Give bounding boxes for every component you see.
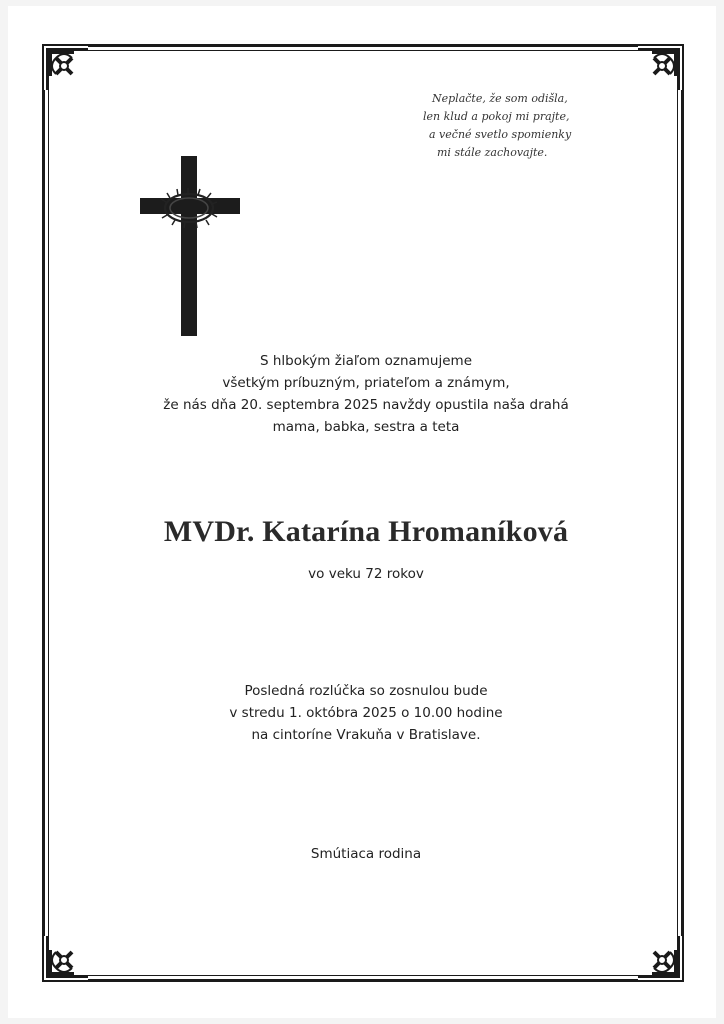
poem-line: a večné svetlo spomienky	[429, 128, 572, 141]
deceased-age: vo veku 72 rokov	[308, 566, 424, 582]
funeral-line: v stredu 1. októbra 2025 o 10.00 hodine	[229, 705, 503, 721]
death-announcement	[100, 350, 632, 438]
announcement-line: S hlbokým žiaľom oznamujeme	[259, 353, 473, 369]
family-signature: Smútiaca rodina	[310, 846, 422, 862]
memorial-poem	[410, 90, 600, 162]
announcement-line: všetkým príbuzným, priateľom a známym,	[222, 375, 510, 391]
ornamental-corner-icon	[638, 936, 682, 980]
deceased-name: MVDr. Katarína Hromaníková	[163, 515, 569, 548]
announcement-line: mama, babka, sestra a teta	[272, 419, 460, 435]
poem-line: len klud a pokoj mi prajte,	[423, 110, 570, 123]
funeral-line: Posledná rozlúčka so zosnulou bude	[244, 683, 488, 699]
cross-with-crown-of-thorns-icon	[138, 154, 242, 338]
funeral-details	[100, 680, 632, 746]
announcement-line: že nás dňa 20. septembra 2025 navždy opustila naša drahá	[163, 397, 569, 413]
poem-line: Neplačte, že som odišla,	[432, 92, 568, 105]
ornamental-corner-icon	[638, 46, 682, 90]
funeral-line: na cintoríne Vrakuňa v Bratislave.	[251, 727, 481, 743]
poem-line: mi stále zachovajte.	[437, 146, 548, 159]
ornamental-corner-icon	[44, 936, 88, 980]
ornamental-corner-icon	[44, 46, 88, 90]
